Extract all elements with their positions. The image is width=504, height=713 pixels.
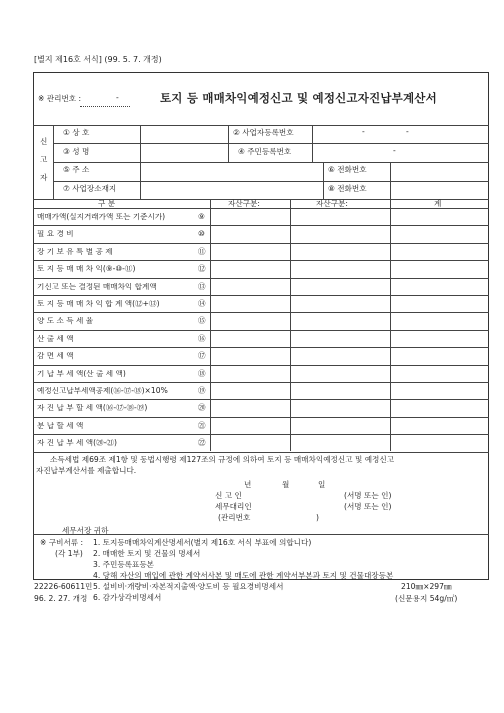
- calc-row-cell-a2[interactable]: [291, 296, 390, 311]
- calc-row-number: ㉒: [198, 438, 206, 448]
- addressee: 세무서장 귀하: [62, 526, 109, 535]
- col-header-asset-2: 자산구분:: [316, 199, 348, 208]
- calc-row-label: 기신고 또는 결정된 매매차익 합계액: [37, 282, 157, 291]
- calc-row-label: 매매가액(실지거래가액 또는 기준시가): [37, 213, 166, 221]
- calc-row-number: ⑩: [198, 229, 205, 239]
- calc-row-cell-a1[interactable]: [211, 261, 290, 276]
- statement-line-1: 소득세법 제69조 제1항 및 동법시행령 제127조의 규정에 의하여 토지 등 매매차익예정신고 및 예정신고: [50, 455, 395, 464]
- calc-row-cell-a1[interactable]: [211, 418, 290, 433]
- mgmt-number-field[interactable]: [80, 106, 130, 107]
- attachment-item: 1. 토지등매매차익계산명세서(별지 제16호 서식 부표에 의합니다): [93, 538, 312, 547]
- calc-row-number: ⑪: [198, 246, 206, 256]
- declarant-side-label-1: 신: [40, 137, 48, 146]
- calc-row-cell-a1[interactable]: [211, 244, 290, 259]
- divider: [228, 125, 229, 162]
- calc-row-cell-a1[interactable]: [211, 279, 290, 294]
- attachment-item: 5. 설비비·개량비·자본적지출액·양도비 등 필요경비명세서: [93, 582, 284, 591]
- mgmt-number-dash: -: [116, 93, 119, 102]
- business-place-label: ⑦ 사업장소재지: [63, 184, 117, 193]
- calc-row-cell-tot[interactable]: [391, 366, 489, 381]
- calc-row-label: 장 기 보 유 특 별 공 제: [37, 247, 113, 256]
- mgmt-no-close: ): [316, 513, 319, 522]
- calc-row-label: 필 요 경 비: [37, 230, 74, 238]
- calc-row-cell-a2[interactable]: [291, 400, 390, 415]
- calc-row-cell-a1[interactable]: [211, 435, 290, 450]
- attachment-item: 3. 주민등록표등본: [93, 560, 155, 569]
- calc-row-label: 토 지 등 매 매 차 익(⑨-⑩-⑪): [37, 265, 136, 273]
- revision-date: 96. 2. 27. 개정: [34, 594, 88, 603]
- calc-row-cell-tot[interactable]: [391, 244, 489, 259]
- date-year: 년: [244, 480, 252, 489]
- attachment-item: 6. 감가상각비명세서: [93, 593, 162, 602]
- calc-row-cell-a2[interactable]: [291, 366, 390, 381]
- calc-row-cell-tot[interactable]: [391, 279, 489, 294]
- statement-line-2: 자진납부계산서를 제출합니다.: [36, 466, 137, 475]
- business-name-label: ① 상 호: [63, 128, 90, 137]
- calc-row-cell-tot[interactable]: [391, 435, 489, 450]
- divider: [312, 125, 313, 162]
- calc-row-cell-a1[interactable]: [211, 226, 290, 241]
- calc-row-cell-tot[interactable]: [391, 383, 489, 398]
- attachment-item: 4. 당해 자산의 매입에 관한 계약서사본 및 매도에 관한 계약서부본과 토지 및 건물대장등본: [93, 571, 394, 580]
- calc-row-number: ⑮: [198, 316, 206, 326]
- calc-row-cell-a2[interactable]: [291, 279, 390, 294]
- calc-row-number: ⑱: [198, 368, 206, 378]
- declarant-sign-note: (서명 또는 인): [344, 491, 392, 500]
- calc-row-cell-a2[interactable]: [291, 209, 390, 224]
- divider: [53, 143, 489, 144]
- divider: [53, 162, 489, 163]
- declarant-sign-label: 신 고 인: [215, 491, 242, 500]
- calc-row-cell-a1[interactable]: [211, 296, 290, 311]
- mgmt-number-label: ※ 관리번호 :: [38, 94, 82, 103]
- phone-label-1: ⑥ 전화번호: [328, 165, 367, 174]
- calc-row-cell-tot[interactable]: [391, 400, 489, 415]
- divider: [140, 125, 141, 199]
- divider: [53, 181, 489, 182]
- calc-row-cell-a2[interactable]: [291, 435, 390, 450]
- calc-row-number: ⑳: [198, 403, 206, 413]
- paper-size: 210㎜×297㎜: [401, 582, 452, 591]
- calc-row-number: ⑲: [198, 386, 206, 395]
- calc-row-number: ⑨: [198, 212, 205, 221]
- mgmt-no-open: (관리번호: [218, 513, 251, 522]
- calc-row-cell-a1[interactable]: [211, 348, 290, 363]
- paper-type: (신문용지 54g/㎡): [395, 594, 458, 603]
- date-month: 월: [282, 480, 290, 489]
- calc-row-number: ⑯: [198, 333, 206, 343]
- resident-no-dash: -: [393, 146, 396, 155]
- tax-agent-sign-note: (서명 또는 인): [344, 502, 392, 511]
- calc-row-label: 분 납 할 세 액: [37, 421, 84, 430]
- date-day: 일: [318, 480, 326, 489]
- name-label: ③ 성 명: [63, 147, 90, 156]
- calc-row-cell-a2[interactable]: [291, 331, 390, 346]
- biz-reg-dash-1: -: [362, 127, 365, 136]
- calc-row-cell-a1[interactable]: [211, 383, 290, 398]
- divider: [33, 534, 489, 535]
- calc-row-cell-tot[interactable]: [391, 209, 489, 224]
- address-label: ⑤ 주 소: [63, 165, 90, 174]
- calc-row-cell-a2[interactable]: [291, 226, 390, 241]
- calc-row-label: 산 출 세 액: [37, 334, 74, 343]
- calc-row-cell-a1[interactable]: [211, 331, 290, 346]
- calc-row-cell-a2[interactable]: [291, 313, 390, 328]
- calc-row-cell-tot[interactable]: [391, 296, 489, 311]
- calc-row-label: 기 납 부 세 액(산 출 세 액): [37, 369, 126, 378]
- calc-row-label: 자 진 납 부 세 액(⑳-㉑): [37, 439, 117, 447]
- phone-label-2: ⑧ 전화번호: [328, 184, 367, 193]
- calc-row-cell-tot[interactable]: [391, 418, 489, 433]
- calc-row-cell-tot[interactable]: [391, 261, 489, 276]
- calc-row-cell-a1[interactable]: [211, 366, 290, 381]
- calc-row-cell-a2[interactable]: [291, 348, 390, 363]
- declarant-side-label-3: 자: [40, 173, 48, 182]
- resident-no-label: ④ 주민등록번호: [238, 147, 292, 156]
- attachments-copies: (각 1부): [55, 549, 83, 558]
- calc-row-cell-a1[interactable]: [211, 209, 290, 224]
- calc-row-cell-a1[interactable]: [211, 400, 290, 415]
- divider: [390, 162, 391, 199]
- calc-row-cell-a2[interactable]: [291, 261, 390, 276]
- calc-row-cell-tot[interactable]: [391, 331, 489, 346]
- divider: [323, 162, 324, 199]
- calc-row-number: ⑰: [198, 351, 206, 361]
- calc-row-label: 양 도 소 득 세 율: [37, 317, 94, 325]
- calc-row-label: 예정신고납부세액공제(⑯-⑰-⑱)×10%: [37, 387, 168, 395]
- calc-row-number: ⑭: [198, 299, 206, 308]
- divider: [33, 125, 489, 126]
- form-reference: [별지 제16호 서식] (99. 5. 7. 개정): [34, 55, 162, 64]
- calc-row-cell-a1[interactable]: [211, 313, 290, 328]
- col-header-total: 계: [434, 199, 442, 208]
- calc-row-number: ⑫: [198, 264, 206, 274]
- col-header-category: 구 분: [98, 199, 116, 208]
- biz-reg-no-label: ② 사업자등록번호: [233, 128, 294, 137]
- biz-reg-dash-2: -: [406, 127, 409, 136]
- calc-row-label: 토 지 등 매 매 차 익 합 계 액(⑫+⑬): [37, 300, 160, 308]
- calc-row-number: ⑬: [198, 281, 206, 291]
- form-title: 토지 등 매매차익예정신고 및 예정신고자진납부계산서: [160, 91, 437, 105]
- declarant-side-label-2: 고: [40, 155, 48, 164]
- calc-row-number: ㉑: [198, 420, 206, 430]
- attachment-item: 2. 매매한 토지 및 건물의 명세서: [93, 549, 201, 558]
- calc-row-cell-a2[interactable]: [291, 244, 390, 259]
- calc-row-cell-tot[interactable]: [391, 348, 489, 363]
- col-header-asset-1: 자산구분:: [228, 199, 260, 208]
- calc-row-label: 자 진 납 부 할 세 액(⑯-⑰-⑱-⑲): [37, 404, 148, 412]
- calc-row-cell-tot[interactable]: [391, 226, 489, 241]
- form-code: 22226-60611민: [34, 582, 93, 591]
- attachments-label: ※ 구비서류 :: [40, 538, 84, 547]
- calc-row-cell-a2[interactable]: [291, 418, 390, 433]
- calc-row-cell-tot[interactable]: [391, 313, 489, 328]
- divider: [33, 452, 489, 453]
- tax-agent-label: 세무대리인: [215, 502, 252, 511]
- calc-row-cell-a2[interactable]: [291, 383, 390, 398]
- calc-row-label: 감 면 세 액: [37, 352, 74, 360]
